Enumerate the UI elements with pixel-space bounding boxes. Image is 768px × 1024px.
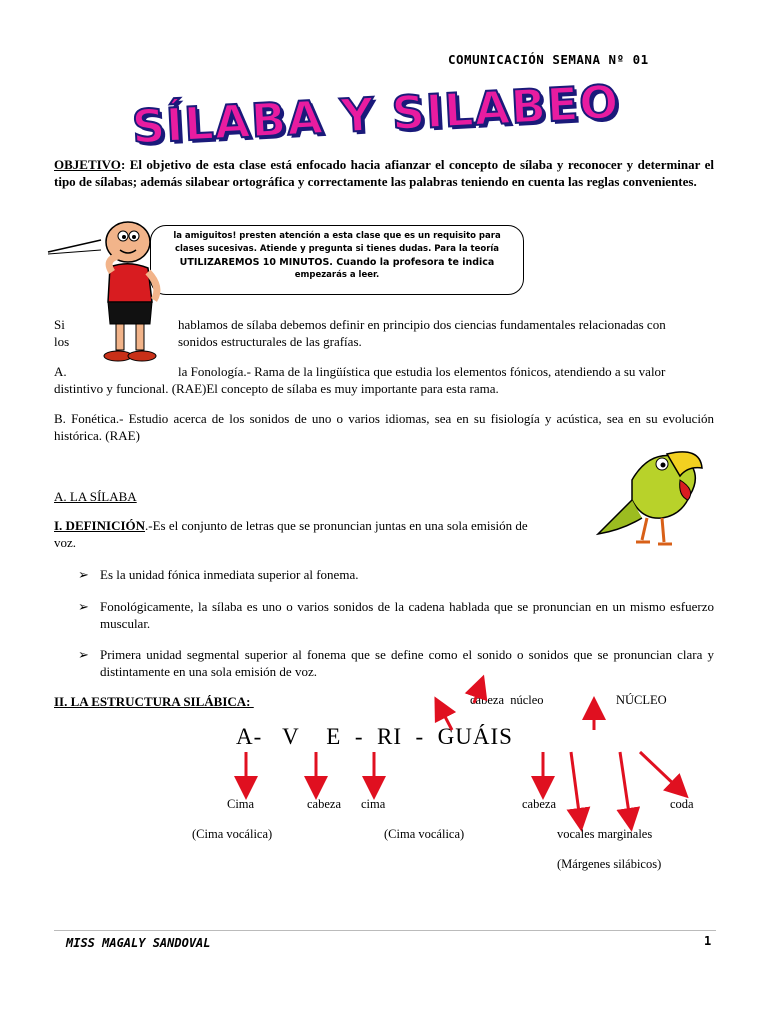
label-nucleo: NÚCLEO (616, 693, 667, 707)
bullet-arrow-2: ➢ (78, 599, 89, 614)
bullet-item-2: Fonológicamente, la sílaba es uno o varios sonidos de la cadena hablada que se pronuncian en un mismo esfuerzo muscular. (100, 599, 714, 631)
page-number: 1 (704, 934, 712, 948)
objective-text: : El objetivo de esta clase está enfocado hacia afianzar el concepto de sílaba y reconocer y determinar el tipo de sílabas; además silabear ortográfica y correctamente las palabras teniendo en cuenta las reglas convenientes. (54, 157, 714, 189)
label-cabeza-2: cabeza (522, 797, 556, 811)
bubble-line-1: la amiguitos! presten atención a esta clase que es un requisito para (173, 231, 501, 241)
bubble-line-4: empezarás a leer. (294, 270, 380, 280)
label-cabeza-nucleo: cabeza núcleo (470, 693, 544, 707)
bullet-arrow-1: ➢ (78, 567, 89, 582)
intro-b-paragraph: B. Fonética.- Estudio acerca de los sonidos de uno o varios idiomas, sea en su fisiología y acústica, sea en su evolución histórica. (RAE) (54, 411, 714, 443)
arrow-up-nucleo-small (474, 686, 480, 703)
arrow-down-s (640, 752, 680, 790)
footer-rule (54, 930, 716, 931)
page-title: SÍLABA Y SILABEO (130, 74, 621, 154)
label-coda: coda (670, 797, 694, 811)
intro-a-line2: distintivo y funcional. (RAE)El concepto de sílaba es muy importante para esta rama. (54, 381, 499, 396)
bullet-item-3: Primera unidad segmental superior al fonema que se define como el sonido o sonidos que se pronuncian clara y distintamente en una sola emisión de voz. (100, 647, 714, 679)
footer-author: MISS MAGALY SANDOVAL (66, 936, 211, 950)
objective-label: OBJETIVO (54, 157, 121, 172)
intro-line2-right: sonidos estructurales de las grafías. (178, 334, 362, 349)
bubble-line-3: UTILIZAREMOS 10 MINUTOS. Cuando la profesora te indica (179, 257, 495, 268)
label-cima-2: cima (361, 797, 386, 811)
bullet-item-1: Es la unidad fónica inmediata superior al fonema. (100, 567, 359, 582)
intro-line1-right: hablamos de sílaba debemos definir en principio dos ciencias fundamentales relacionadas con (178, 317, 666, 332)
section-a-heading: A. LA SÍLABA (54, 489, 137, 504)
definition-label: I. DEFINICIÓN (54, 518, 146, 533)
label-vocales-marginales: vocales marginales (557, 827, 653, 841)
definition-line2: voz. (54, 535, 77, 550)
intro-line1-left: Si (54, 317, 65, 332)
arrow-down-i (620, 752, 630, 820)
label-cima-vocalica-1: (Cima vocálica) (192, 827, 273, 841)
intro-a-right: la Fonología.- Rama de la lingüística que estudia los elementos fónicos, atendiendo a su valor (178, 364, 666, 379)
intro-a-left: A. (54, 364, 67, 379)
syllabified-word: A- V E - RI - GUÁIS (236, 724, 513, 749)
bullet-arrow-3: ➢ (78, 647, 89, 662)
bubble-line-2: clases sucesivas. Atiende y pregunta si tienes dudas. Para la teoría (174, 244, 500, 254)
course-header: COMUNICACIÓN SEMANA Nº 01 (448, 52, 649, 67)
arrow-up-cabeza (440, 707, 452, 730)
arrow-down-u (571, 752, 580, 820)
label-cima-1: Cima (227, 797, 255, 811)
label-cabeza-1: cabeza (307, 797, 341, 811)
label-margenes-silabicos: (Márgenes silábicos) (557, 857, 662, 871)
definition-text-1: .-Es el conjunto de letras que se pronuncian juntas en una sola emisión de (145, 518, 528, 533)
intro-line2-left: los (54, 334, 70, 349)
structure-heading: II. LA ESTRUCTURA SILÁBICA: (54, 694, 254, 709)
label-cima-vocalica-2: (Cima vocálica) (384, 827, 465, 841)
